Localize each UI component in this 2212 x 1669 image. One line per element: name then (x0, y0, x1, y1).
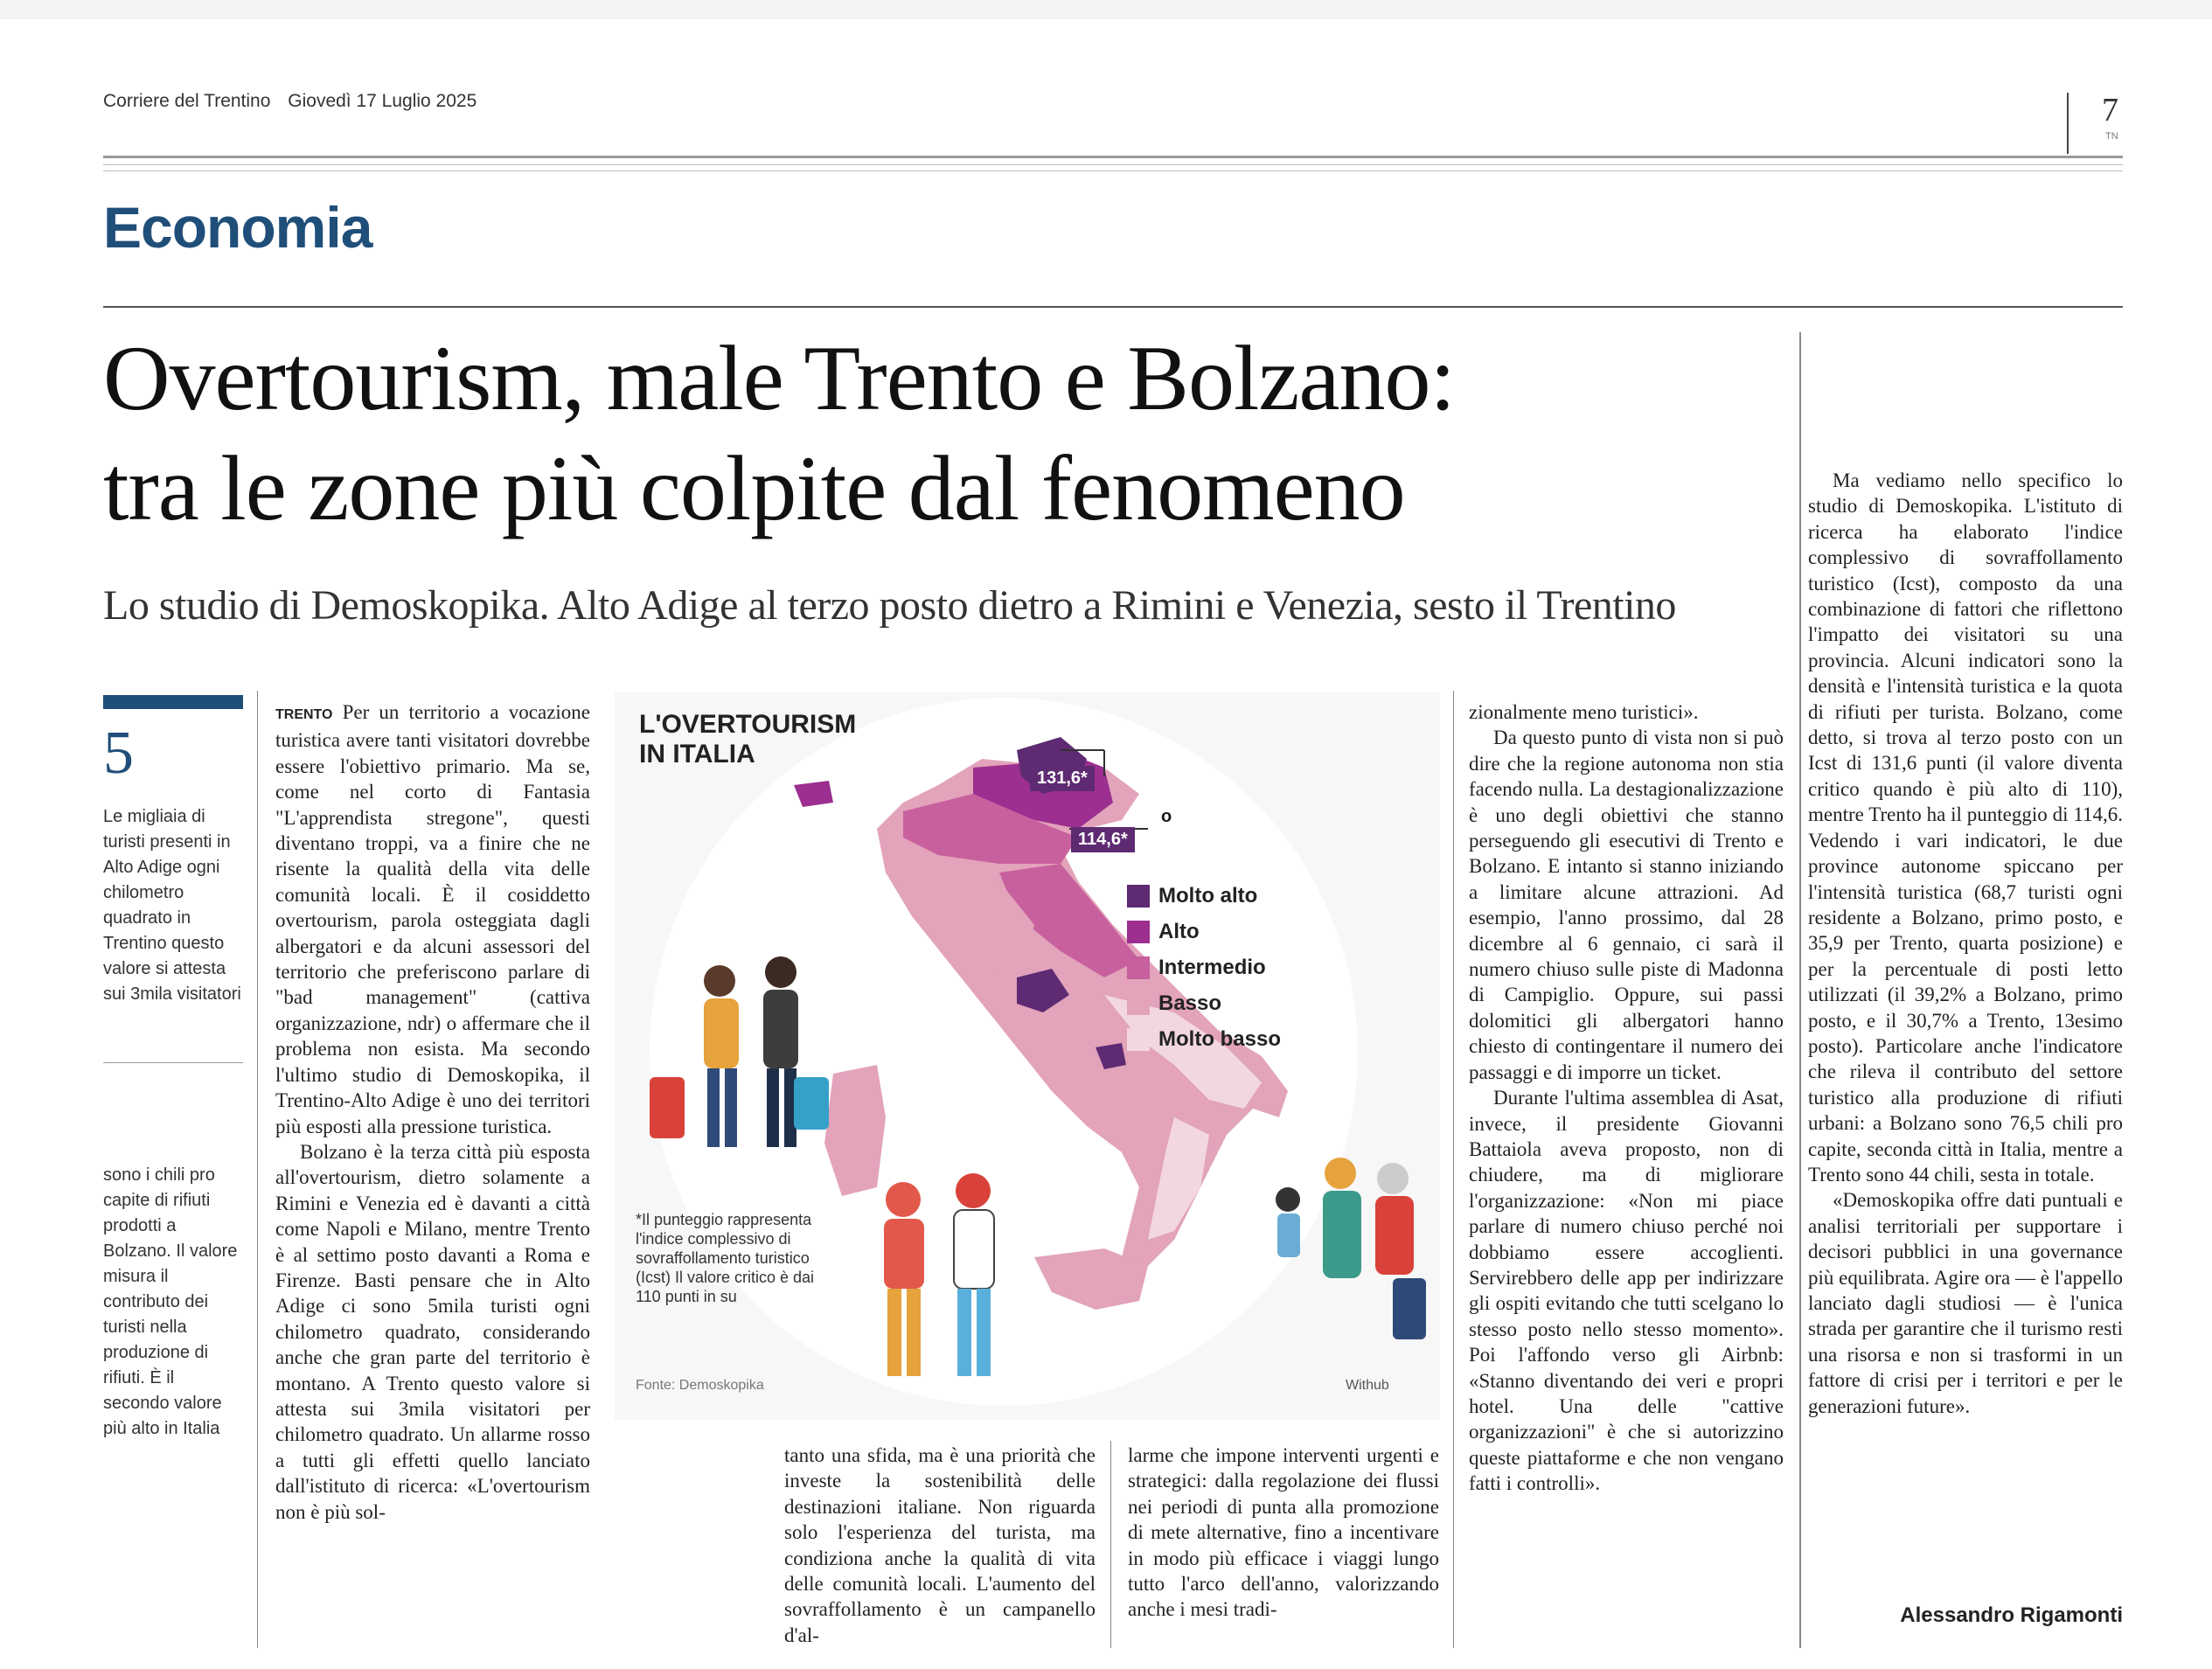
newspaper-name: Corriere del Trentino (103, 91, 271, 111)
liguria-region (794, 781, 833, 807)
subheadline: Lo studio di Demoskopika. Alto Adige al terzo posto dietro a Rimini e Venezia, sesto il Trentino (103, 582, 1676, 629)
column-5-paragraph-1: Ma vediamo nello specifico lo studio di Demoskopika. L'istituto di ricerca ha elaborato l'indice complessivo di sovraffollamento turistico (Icst), composto da una combinazione di fattori che riflettono l'impatto dei visitatori su una provincia. Alcuni indicatori sono la densità e l'intensità turistica e la quota di rifiuti per turista. Bolzano, come detto, si trova al terzo posto con un Icst di 131,6 punti (il valore diventa critico quando è più alto di 110), mentre Trento ha il punteggio di 114,6. Vedendo i vari indicatori, le due province autonome spiccano per l'intensità turistica (68,7 turisti ogni residente a Bolzano, primo posto, e 35,9 per Trento, quarta posizione) e per la percentuale di posti letto utilizzati (il 39,2% a Bolzano, primo posto, e il 30,7% a Trento, 13esimo posto). Particolare anche l'indicatore che rileva il contributo del settore turistico alla produzione di rifiuti urbani: a Bolzano sono 76,5 chili pro capite, seconda città in Italia, mentre a Trento sono 44 chili, sesta in totale. (1808, 469, 2123, 1186)
column-1-paragraph-1: Per un territorio a vocazione turistica avere tanti visitatori dovrebbe essere l'obiettivo primario. Ma se, come nel corto di Fantasia "L'apprendista stregone", questi diventano troppi, va a finire che ne risente la qualità della vita delle comunità locali. È il cosiddetto overtourism, parola osteggiata dagli albergatori e da alcuni assessori del territorio che preferiscono parlare di "bad management" (cattiva organizzazione, ndr) o affermare che il problema non esista. Ma secondo l'ultimo studio di Demoskopika, il Trentino-Alto Adige è uno dei territori più esposti alla pressione turistica. (275, 701, 590, 1137)
infographic-credit: Withub (1346, 1378, 1389, 1393)
legend-item-basso: Basso (1127, 985, 1281, 1021)
legend-swatch-intermedio (1127, 956, 1150, 979)
callout-trento-score: 114,6* (1071, 827, 1135, 852)
column-4-paragraph-1: zionalmente meno turistici». (1469, 701, 1699, 723)
sidebar-divider (103, 1062, 243, 1063)
column-5-paragraph-2: «Demoskopika offre dati puntuali e analisi territoriali per supportare i decisori pubblici in una governance più equilibrata. Agire ora — è l'appello lanciato dagli studiosi — è l'unica strada per garantire che il turismo resti una risorsa e non si trasformi in un fattore di crisi per i territori e per le generazioni future». (1808, 1189, 2123, 1417)
infographic-overtourism-map (615, 692, 1440, 1420)
page-number: 7 (2102, 92, 2118, 129)
column-rule-3 (1453, 691, 1454, 1648)
headline-line-2: tra le zone più colpite dal fenomeno (103, 437, 1405, 539)
column-rule-right (1799, 332, 1801, 1648)
section-title: Economia (103, 195, 372, 260)
article-column-5 (1808, 468, 2123, 1596)
column-3-paragraph: larme che impone interventi urgenti e strategici: dalla regolazione dei flussi nei periodi di punta alla promozione di mete alternative, fino a incentivare in modo più efficace i viaggi lungo tutto l'arco dell'anno, valorizzando anche i mesi tradi- (1128, 1444, 1439, 1621)
headline-line-1: Overtourism, male Trento e Bolzano: (103, 327, 1455, 429)
column-4-paragraph-3: Durante l'ultima assemblea di Asat, invece, il presidente Giovanni Battaiola aveva proposto, non di chiudere, ma di migliorare l'organizzazione: «Non mi piace parlare di numero chiuso perché noi dobbiamo essere accoglienti. Servirebbero delle app per indirizzare gli ospiti evitando che tutti scelgano lo stesso posto nello stesso momento». Poi l'affondo verso gli Airbnb: «Stanno diventando dei veri e propri hotel. Una delle "cattive organizzazioni" è che si autorizzino queste piattaforme e che non vengano fatti i controlli». (1469, 1087, 1784, 1495)
legend-item-molto-basso: Molto basso (1127, 1021, 1281, 1057)
sidebar-accent-bar (103, 695, 243, 709)
article-column-3 (1128, 1443, 1439, 1648)
sidebar-text-1: Le migliaia di turisti presenti in Alto Adige ogni chilometro quadrato in Trentino questo valore si attesta sui 3mila visitatori (103, 807, 241, 1004)
header-rule (103, 156, 2123, 158)
header-rule-thin-2 (103, 170, 2123, 171)
legend-item-intermedio: Intermedio (1127, 949, 1281, 985)
article-column-4 (1469, 699, 1784, 1645)
legend-swatch-molto-alto (1127, 885, 1150, 908)
dateline: TRENTO (275, 707, 333, 722)
page-number-divider (2067, 93, 2069, 154)
callout-bolzano-score: 131,6* (1030, 766, 1095, 791)
family-tourists-illustration (1262, 1147, 1436, 1374)
legend-swatch-alto (1127, 921, 1150, 943)
page-edition-code: TN (2105, 131, 2118, 142)
column-1-paragraph-2: Bolzano è la terza città più esposta all'overtourism, dietro solamente a Rimini e Venezia ed è davanti a città come Napoli e Milano, mentre Trento è al settimo posto davanti a Roma e Firenze. Basti pensare che in Alto Adige ci sono 5mila turisti ogni chilometro quadrato, considerando anche che gran parte del territorio è montano. A Trento questo valore si attesta sui 3mila visitatori per chilometro quadrato. Un allarme rosso a tutti gli effetti quello lanciato dall'istituto di ricerca: «L'overtourism non è più sol- (275, 1140, 590, 1523)
sidebar-number: 5 (103, 720, 134, 787)
header-rule-thin (103, 164, 2123, 165)
column-rule-2 (1110, 1441, 1111, 1648)
section-rule (103, 306, 2123, 308)
infographic-title: L'OVERTOURISM IN ITALIA (639, 710, 857, 768)
scan-top-band (0, 0, 2212, 19)
infographic-footnote: *Il punteggio rappresenta l'indice complessivo di sovraffollamento turistico (Icst) Il valore critico è dai 110 punti in su (636, 1211, 815, 1305)
column-rule-left (257, 691, 258, 1648)
map-legend (1127, 878, 1281, 1057)
article-column-1 (275, 699, 590, 1644)
legend-item-alto: Alto (1127, 914, 1281, 949)
sidebar-text-2: sono i chili pro capite di rifiuti prodotti a Bolzano. Il valore misura il contributo dei turisti nella produzione di rifiuti. È il secondo valore più alto in Italia (103, 1165, 238, 1438)
column-2-paragraph: tanto una sfida, ma è una priorità che investe la sostenibilità delle destinazioni italiane. Non riguarda solo l'esperienza del turista, ma condiziona anche la qualità di vita delle comunità locali. L'aumento del sovraffollamento è un campanello d'al- (784, 1444, 1096, 1646)
legend-item-molto-alto: Molto alto (1127, 878, 1281, 914)
tourists-with-luggage-illustration (632, 946, 842, 1191)
legend-swatch-basso (1127, 992, 1150, 1015)
author-byline: Alessandro Rigamonti (1900, 1603, 2123, 1627)
page-header (103, 91, 489, 112)
article-column-2 (784, 1443, 1096, 1648)
callout-o: o (1161, 807, 1172, 826)
legend-swatch-molto-basso (1127, 1028, 1150, 1051)
issue-date: Giovedì 17 Luglio 2025 (288, 91, 477, 111)
tourists-with-camera-illustration (851, 1165, 1052, 1401)
column-4-paragraph-2: Da questo punto di vista non si può dire che la regione autonoma non stia facendo nulla. La destagionalizzazione è uno degli obiettivi che stanno perseguendo gli esecutivi di Trento e Bolzano. E intanto si stanno iniziando a limitare alcune attrazioni. Ad esempio, l'anno prossimo, dal 28 dicembre al 6 gennaio, ci sarà il numero chiuso sulle piste di Madonna di Campiglio. Oppure, sui passi dolomitici gli albergatori hanno chiesto di contingentare il numero dei passaggi e di imporre un ticket. (1469, 727, 1784, 1083)
infographic-source: Fonte: Demoskopika (636, 1378, 764, 1393)
headline (103, 323, 1852, 544)
